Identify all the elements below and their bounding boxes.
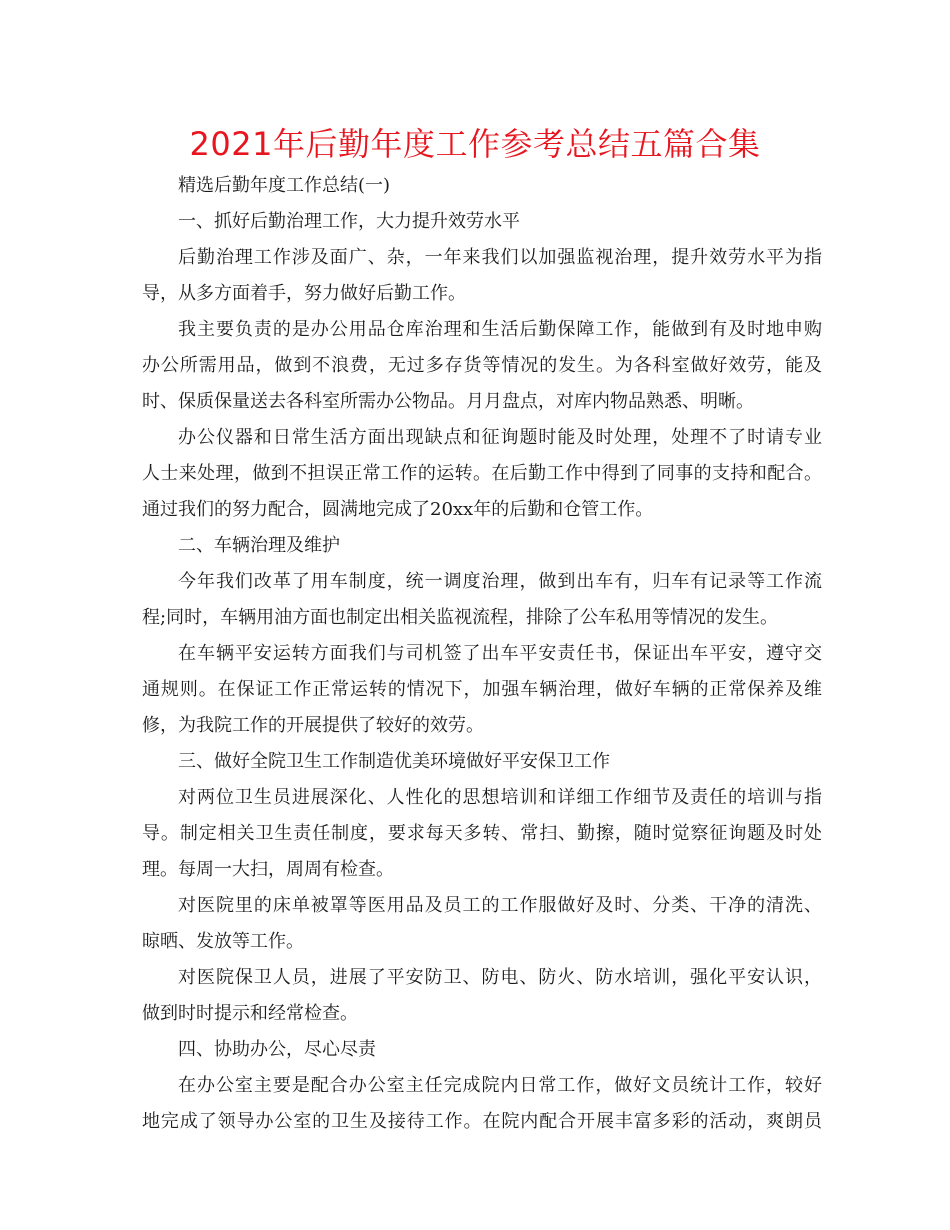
text-line: 对医院里的床单被罩等医用品及员工的工作服做好及时、分类、干净的清洗、	[178, 895, 822, 916]
text-line: 四、协助办公，尽心尽责	[178, 1039, 376, 1060]
text-line: 理。每周一大扫，周周有检查。	[142, 859, 394, 880]
document-title: 2021年后勤年度工作参考总结五篇合集	[189, 125, 761, 163]
document-body	[142, 168, 822, 1140]
text-line: 做到时时提示和经常检查。	[142, 1003, 358, 1024]
text-line: 三、做好全院卫生工作制造优美环境做好平安保卫工作	[178, 751, 610, 772]
text-line: 后勤治理工作涉及面广、杂，一年来我们以加强监视治理，提升效劳水平为指	[178, 247, 822, 268]
text-line: 修，为我院工作的开展提供了较好的效劳。	[142, 715, 484, 736]
text-line: 通过我们的努力配合，圆满地完成了20xx年的后勤和仓管工作。	[142, 499, 654, 520]
text-line: 对医院保卫人员，进展了平安防卫、防电、防火、防水培训，强化平安认识，	[178, 967, 822, 988]
text-line: 通规则。在保证工作正常运转的情况下，加强车辆治理，做好车辆的正常保养及维	[142, 679, 822, 700]
text-line: 在车辆平安运转方面我们与司机签了出车平安责任书，保证出车平安，遵守交	[178, 643, 822, 664]
text-line: 二、车辆治理及维护	[178, 535, 340, 556]
text-line: 精选后勤年度工作总结(一)	[178, 175, 391, 196]
text-line: 办公所需用品，做到不浪费，无过多存货等情况的发生。为各科室做好效劳，能及	[142, 355, 822, 376]
text-line: 对两位卫生员进展深化、人性化的思想培训和详细工作细节及责任的培训与指	[178, 787, 822, 808]
text-line: 时、保质保量送去各科室所需办公物品。月月盘点，对库内物品熟悉、明晰。	[142, 391, 754, 412]
text-line: 导，从多方面着手，努力做好后勤工作。	[142, 283, 466, 304]
text-line: 人士来处理，做到不担误正常工作的运转。在后勤工作中得到了同事的支持和配合。	[142, 463, 822, 484]
text-line: 晾晒、发放等工作。	[142, 931, 304, 952]
text-line: 地完成了领导办公室的卫生及接待工作。在院内配合开展丰富多彩的活动，爽朗员	[142, 1111, 822, 1132]
text-line: 在办公室主要是配合办公室主任完成院内日常工作，做好文员统计工作，较好	[178, 1075, 822, 1096]
text-line: 我主要负责的是办公用品仓库治理和生活后勤保障工作，能做到有及时地申购	[178, 319, 822, 340]
text-line: 程;同时，车辆用油方面也制定出相关监视流程，排除了公车私用等情况的发生。	[142, 607, 779, 628]
text-line: 办公仪器和日常生活方面出现缺点和征询题时能及时处理，处理不了时请专业	[178, 427, 822, 448]
text-line: 导。制定相关卫生责任制度，要求每天多转、常扫、勤擦，随时觉察征询题及时处	[142, 823, 822, 844]
text-line: 今年我们改革了用车制度，统一调度治理，做到出车有，归车有记录等工作流	[178, 571, 822, 592]
text-line: 一、抓好后勤治理工作，大力提升效劳水平	[178, 211, 520, 232]
